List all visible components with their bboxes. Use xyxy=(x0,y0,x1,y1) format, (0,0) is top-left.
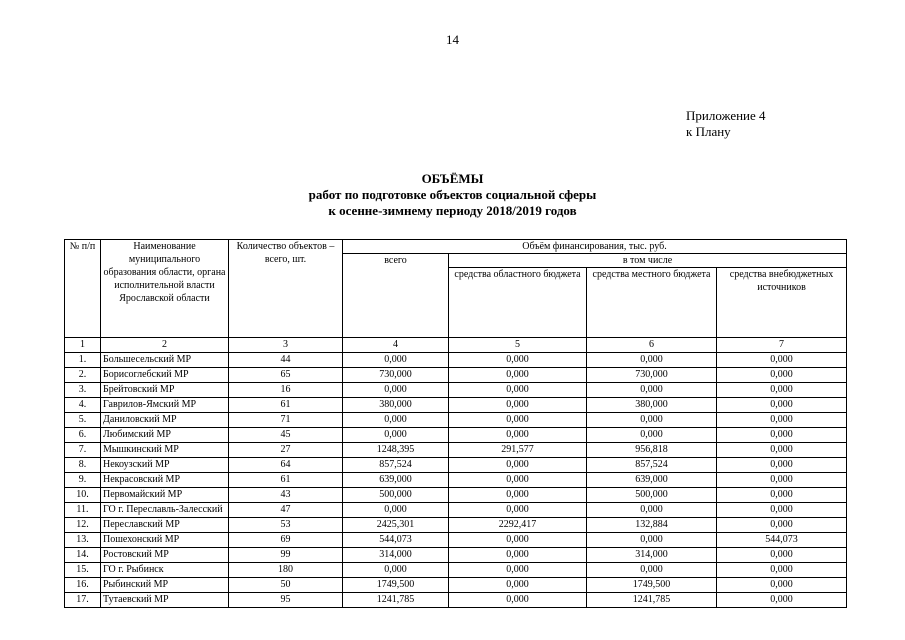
cell-regional: 0,000 xyxy=(449,383,587,398)
cell-regional: 0,000 xyxy=(449,398,587,413)
cell-total: 500,000 xyxy=(343,488,449,503)
cell-local: 314,000 xyxy=(587,548,717,563)
cell-count: 71 xyxy=(229,413,343,428)
column-number-row xyxy=(65,338,847,353)
table-row xyxy=(65,413,847,428)
column-number: 2 xyxy=(101,338,229,353)
cell-num: 2. xyxy=(65,368,101,383)
cell-num: 3. xyxy=(65,383,101,398)
cell-name: ГО г. Переславль-Залесский xyxy=(101,503,229,518)
table-row xyxy=(65,353,847,368)
cell-name: Тутаевский МР xyxy=(101,593,229,608)
cell-count: 16 xyxy=(229,383,343,398)
cell-regional: 0,000 xyxy=(449,563,587,578)
table-row xyxy=(65,473,847,488)
cell-name: Некоузский МР xyxy=(101,458,229,473)
header-extra: средства внебюджетных источников xyxy=(717,268,847,338)
cell-extra: 0,000 xyxy=(717,428,847,443)
table-row xyxy=(65,383,847,398)
cell-num: 17. xyxy=(65,593,101,608)
cell-total: 1749,500 xyxy=(343,578,449,593)
cell-count: 69 xyxy=(229,533,343,548)
cell-name: Переславский МР xyxy=(101,518,229,533)
cell-name: Гаврилов-Ямский МР xyxy=(101,398,229,413)
cell-local: 1749,500 xyxy=(587,578,717,593)
table-row xyxy=(65,368,847,383)
table-row xyxy=(65,398,847,413)
cell-total: 544,073 xyxy=(343,533,449,548)
cell-extra: 0,000 xyxy=(717,398,847,413)
document-title xyxy=(0,171,905,219)
header-including: в том числе xyxy=(449,254,847,268)
column-number: 6 xyxy=(587,338,717,353)
header-regional: средства областного бюджета xyxy=(449,268,587,338)
cell-extra: 0,000 xyxy=(717,368,847,383)
cell-num: 16. xyxy=(65,578,101,593)
cell-num: 10. xyxy=(65,488,101,503)
cell-name: Пошехонский МР xyxy=(101,533,229,548)
cell-count: 65 xyxy=(229,368,343,383)
cell-num: 5. xyxy=(65,413,101,428)
cell-extra: 0,000 xyxy=(717,443,847,458)
column-number: 3 xyxy=(229,338,343,353)
table-row xyxy=(65,488,847,503)
cell-name: Первомайский МР xyxy=(101,488,229,503)
cell-count: 61 xyxy=(229,398,343,413)
cell-extra: 0,000 xyxy=(717,473,847,488)
cell-local: 0,000 xyxy=(587,413,717,428)
cell-num: 11. xyxy=(65,503,101,518)
cell-num: 12. xyxy=(65,518,101,533)
cell-count: 43 xyxy=(229,488,343,503)
cell-local: 730,000 xyxy=(587,368,717,383)
funding-table xyxy=(64,239,847,608)
cell-local: 0,000 xyxy=(587,563,717,578)
header-num: № п/п xyxy=(65,240,101,338)
title-line-1: ОБЪЁМЫ xyxy=(421,171,484,186)
cell-local: 500,000 xyxy=(587,488,717,503)
cell-name: Ростовский МР xyxy=(101,548,229,563)
column-number: 7 xyxy=(717,338,847,353)
cell-regional: 0,000 xyxy=(449,458,587,473)
cell-total: 314,000 xyxy=(343,548,449,563)
column-number: 5 xyxy=(449,338,587,353)
cell-regional: 0,000 xyxy=(449,473,587,488)
cell-extra: 544,073 xyxy=(717,533,847,548)
cell-extra: 0,000 xyxy=(717,383,847,398)
cell-name: ГО г. Рыбинск xyxy=(101,563,229,578)
cell-regional: 0,000 xyxy=(449,488,587,503)
cell-regional: 0,000 xyxy=(449,368,587,383)
appendix-note xyxy=(686,108,766,140)
header-total: всего xyxy=(343,254,449,338)
cell-count: 180 xyxy=(229,563,343,578)
cell-local: 0,000 xyxy=(587,383,717,398)
cell-total: 380,000 xyxy=(343,398,449,413)
cell-total: 0,000 xyxy=(343,428,449,443)
table-row xyxy=(65,563,847,578)
cell-num: 6. xyxy=(65,428,101,443)
cell-extra: 0,000 xyxy=(717,413,847,428)
column-number: 1 xyxy=(65,338,101,353)
cell-num: 7. xyxy=(65,443,101,458)
cell-extra: 0,000 xyxy=(717,578,847,593)
cell-name: Некрасовский МР xyxy=(101,473,229,488)
table-row xyxy=(65,593,847,608)
table-row xyxy=(65,443,847,458)
cell-regional: 0,000 xyxy=(449,503,587,518)
title-line-2: работ по подготовке объектов социальной сферы xyxy=(308,187,597,202)
cell-count: 50 xyxy=(229,578,343,593)
cell-name: Брейтовский МР xyxy=(101,383,229,398)
cell-local: 380,000 xyxy=(587,398,717,413)
cell-count: 95 xyxy=(229,593,343,608)
cell-extra: 0,000 xyxy=(717,353,847,368)
cell-regional: 291,577 xyxy=(449,443,587,458)
cell-num: 14. xyxy=(65,548,101,563)
appendix-line-2: к Плану xyxy=(686,124,731,139)
cell-extra: 0,000 xyxy=(717,503,847,518)
header-count: Количество объектов – всего, шт. xyxy=(229,240,343,338)
cell-count: 53 xyxy=(229,518,343,533)
cell-total: 639,000 xyxy=(343,473,449,488)
cell-total: 0,000 xyxy=(343,383,449,398)
page-number: 14 xyxy=(446,32,459,47)
header-funding: Объём финансирования, тыс. руб. xyxy=(343,240,847,254)
cell-regional: 0,000 xyxy=(449,593,587,608)
cell-name: Большесельский МР xyxy=(101,353,229,368)
cell-local: 0,000 xyxy=(587,533,717,548)
cell-num: 9. xyxy=(65,473,101,488)
cell-total: 857,524 xyxy=(343,458,449,473)
cell-regional: 0,000 xyxy=(449,548,587,563)
table-row xyxy=(65,578,847,593)
cell-count: 44 xyxy=(229,353,343,368)
cell-name: Даниловский МР xyxy=(101,413,229,428)
table-row xyxy=(65,458,847,473)
header-name: Наименование муниципального образования области, органа исполнительной власти Ярославской области xyxy=(101,240,229,338)
cell-total: 0,000 xyxy=(343,503,449,518)
cell-local: 132,884 xyxy=(587,518,717,533)
cell-name: Рыбинский МР xyxy=(101,578,229,593)
table-row xyxy=(65,548,847,563)
cell-num: 4. xyxy=(65,398,101,413)
cell-local: 0,000 xyxy=(587,428,717,443)
cell-total: 1248,395 xyxy=(343,443,449,458)
cell-extra: 0,000 xyxy=(717,458,847,473)
cell-extra: 0,000 xyxy=(717,563,847,578)
cell-regional: 0,000 xyxy=(449,353,587,368)
cell-name: Любимский МР xyxy=(101,428,229,443)
cell-extra: 0,000 xyxy=(717,593,847,608)
cell-num: 15. xyxy=(65,563,101,578)
cell-count: 47 xyxy=(229,503,343,518)
cell-num: 13. xyxy=(65,533,101,548)
cell-total: 730,000 xyxy=(343,368,449,383)
cell-extra: 0,000 xyxy=(717,548,847,563)
cell-total: 0,000 xyxy=(343,563,449,578)
cell-count: 99 xyxy=(229,548,343,563)
cell-count: 64 xyxy=(229,458,343,473)
cell-name: Мышкинский МР xyxy=(101,443,229,458)
column-number: 4 xyxy=(343,338,449,353)
appendix-line-1: Приложение 4 xyxy=(686,108,766,123)
cell-total: 2425,301 xyxy=(343,518,449,533)
table-row xyxy=(65,503,847,518)
cell-total: 1241,785 xyxy=(343,593,449,608)
cell-local: 639,000 xyxy=(587,473,717,488)
cell-num: 1. xyxy=(65,353,101,368)
cell-local: 956,818 xyxy=(587,443,717,458)
title-line-3: к осенне-зимнему периоду 2018/2019 годов xyxy=(328,203,577,218)
cell-count: 45 xyxy=(229,428,343,443)
cell-regional: 0,000 xyxy=(449,413,587,428)
cell-extra: 0,000 xyxy=(717,518,847,533)
cell-regional: 0,000 xyxy=(449,578,587,593)
cell-regional: 0,000 xyxy=(449,428,587,443)
cell-local: 1241,785 xyxy=(587,593,717,608)
header-local: средства местного бюджета xyxy=(587,268,717,338)
table-row xyxy=(65,518,847,533)
cell-count: 27 xyxy=(229,443,343,458)
cell-local: 857,524 xyxy=(587,458,717,473)
cell-total: 0,000 xyxy=(343,413,449,428)
cell-total: 0,000 xyxy=(343,353,449,368)
cell-local: 0,000 xyxy=(587,353,717,368)
cell-count: 61 xyxy=(229,473,343,488)
cell-extra: 0,000 xyxy=(717,488,847,503)
cell-regional: 2292,417 xyxy=(449,518,587,533)
cell-local: 0,000 xyxy=(587,503,717,518)
cell-name: Борисоглебский МР xyxy=(101,368,229,383)
cell-regional: 0,000 xyxy=(449,533,587,548)
cell-num: 8. xyxy=(65,458,101,473)
table-row xyxy=(65,428,847,443)
table-row xyxy=(65,533,847,548)
